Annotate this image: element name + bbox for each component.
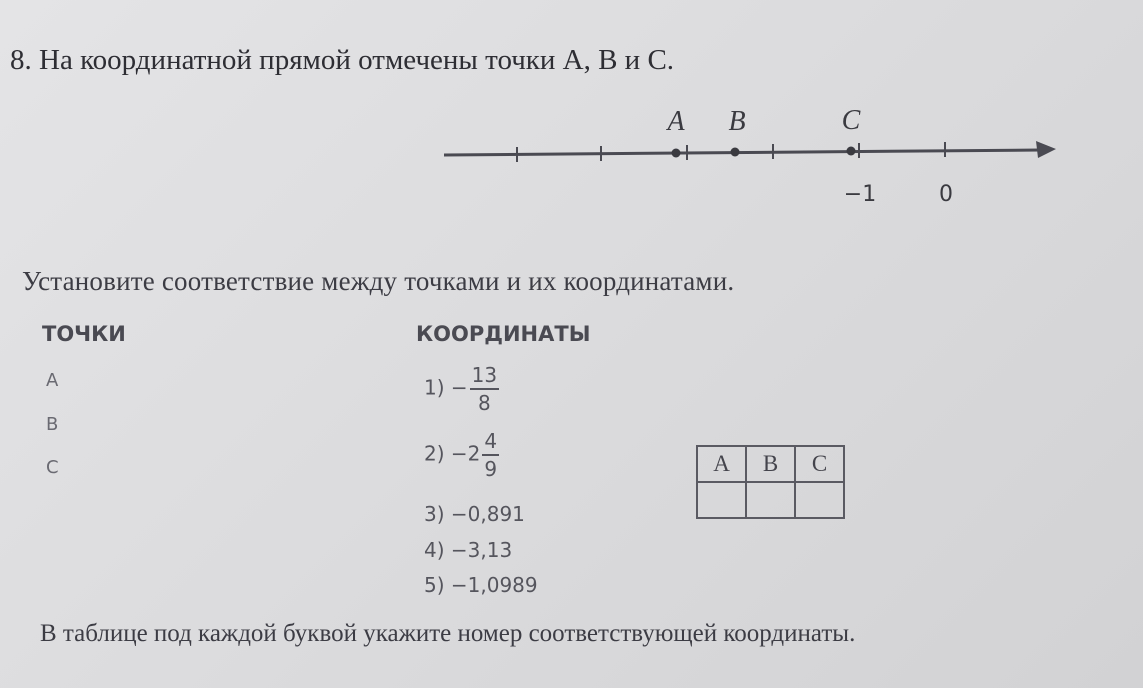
answer-cell-c[interactable] [795,482,844,518]
option-1-numerator: 13 [470,362,499,390]
option-1-prefix: 1) − [424,375,468,400]
point-item-b: B [46,414,59,435]
point-b-label: B [728,106,746,137]
footer-instruction: В таблице под каждой буквой укажите номер соответствующей координаты. [40,620,856,647]
option-1-denominator: 8 [478,391,491,415]
point-b-dot [731,148,740,157]
point-a-dot [672,149,681,158]
answer-cell-a[interactable] [697,482,746,518]
tick-label-zero: 0 [939,182,953,207]
option-2 [424,428,499,482]
option-2-numerator: 4 [482,428,499,456]
answer-table-header-row [697,446,844,482]
option-1-fraction [470,362,499,416]
instruction-text: Установите соответствие между точками и их координатами. [22,266,735,296]
option-1 [424,362,499,416]
answer-header-a: A [697,446,746,482]
option-2-denominator: 9 [484,457,498,481]
answer-header-c: C [795,446,844,482]
task-title: 8. На координатной прямой отмечены точки A, B и C. [10,44,675,76]
option-2-prefix: 2) −2 [424,441,481,466]
option-5: 5) −1,0989 [424,573,538,597]
axis-line [444,150,1040,155]
answer-cell-b[interactable] [746,482,795,518]
option-4: 4) −3,13 [424,538,513,562]
coords-header: КООРДИНАТЫ [416,322,591,346]
number-line [0,0,1143,240]
axis-arrow [1036,141,1056,158]
answer-table [696,445,845,519]
point-c-dot [847,147,856,156]
option-2-fraction [482,428,499,482]
point-a-label: A [667,106,685,137]
point-item-c: C [46,457,59,478]
option-3: 3) −0,891 [424,502,525,526]
tick-label-minus-one: −1 [843,182,877,207]
answer-header-b: B [746,446,795,482]
answer-table-input-row [697,482,844,518]
points-header: ТОЧКИ [42,322,126,346]
point-item-a: A [46,370,59,391]
point-c-label: C [841,105,861,136]
